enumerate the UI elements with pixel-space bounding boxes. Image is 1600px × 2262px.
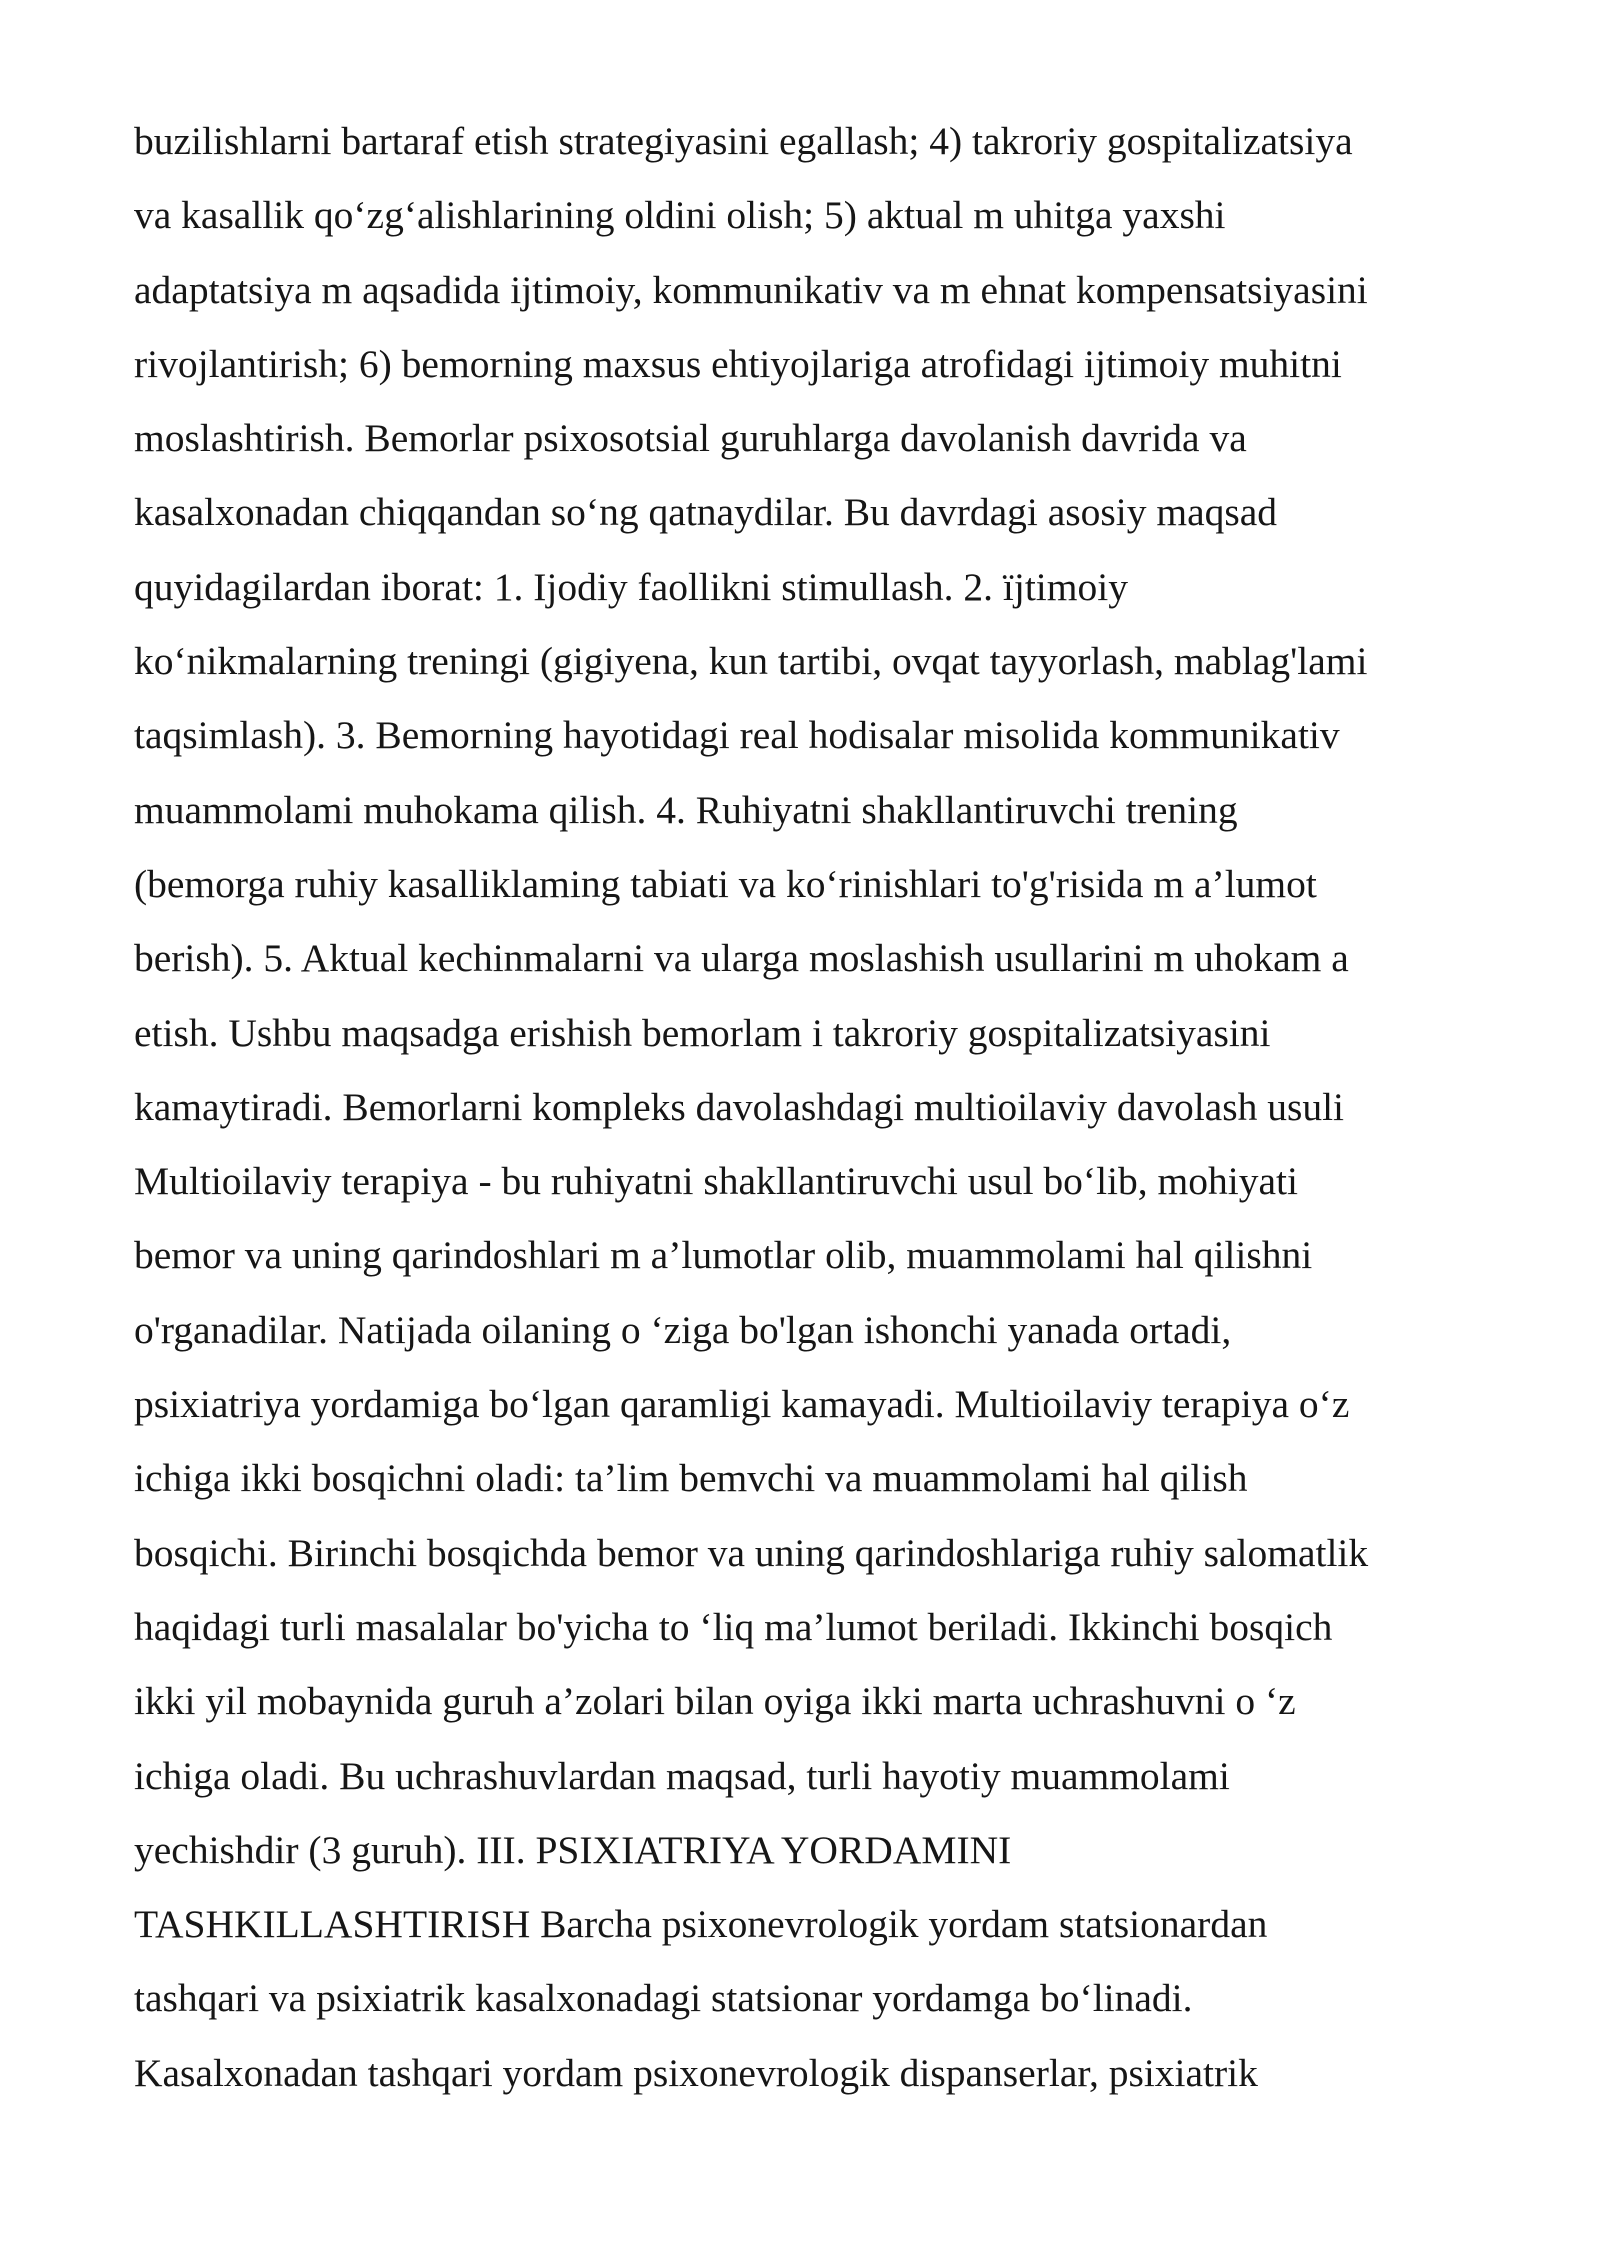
text-line: va kasallik qo‘zg‘alishlarining oldini olish; 5) aktual m uhitga yaxshi (134, 193, 1226, 238)
text-line: muammolami muhokama qilish. 4. Ruhiyatni shakllantiruvchi trening (134, 787, 1238, 832)
text-line: quyidagilardan iborat: 1. Ijodiy faollikni stimullash. 2. ïjtimoiy (134, 564, 1128, 609)
text-line: TASHKILLASHTIRISH Barcha psixonevrologik yordam statsionardan (134, 1902, 1268, 1947)
text-line: kamaytiradi. Bemorlarni kompleks davolashdagi multioilaviy davolash usuli (134, 1084, 1345, 1129)
text-line: buzilishlarni bartaraf etish strategiyasini egallash; 4) takroriy gospitalizatsiya (134, 119, 1353, 163)
text-line: ichiga oladi. Bu uchrashuvlardan maqsad, turli hayotiy muammolami (134, 1753, 1230, 1798)
text-line: ichiga ikki bosqichni oladi: ta’lim bemvchi va muammolami hal qilish (134, 1456, 1248, 1501)
text-line: (bemorga ruhiy kasalliklaming tabiati va ko‘rinishlari to'g'risida m a’lumot (134, 861, 1317, 906)
text-line: o'rganadilar. Natijada oilaning o ‘ziga bo'lgan ishonchi yanada ortadi, (134, 1307, 1232, 1352)
text-line: ikki yil mobaynida guruh a’zolari bilan oyiga ikki marta uchrashuvni o ‘z (134, 1679, 1296, 1724)
text-line: berish). 5. Aktual kechinmalarni va ularga moslashish usullarini m uhokam a (134, 936, 1349, 981)
text-line: Kasalxonadan tashqari yordam psixonevrologik dispanserlar, psixiatrik (134, 2050, 1258, 2095)
text-line: yechishdir (3 guruh). III. PSIXIATRIYA YORDAMINI (134, 1827, 1012, 1872)
text-line: etish. Ushbu maqsadga erishish bemorlam i takroriy gospitalizatsiyasini (134, 1010, 1271, 1055)
text-line: Multioilaviy terapiya - bu ruhiyatni shakllantiruvchi usul bo‘lib, mohiyati (134, 1159, 1298, 1204)
text-line: tashqari va psixiatrik kasalxonadagi statsionar yordamga bo‘linadi. (134, 1976, 1193, 2021)
text-line: haqidagi turli masalalar bo'yicha to ‘liq ma’lumot beriladi. Ikkinchi bosqich (134, 1604, 1333, 1649)
text-line: psixiatriya yordamiga bo‘lgan qaramligi kamayadi. Multioilaviy terapiya o‘z (134, 1382, 1350, 1427)
text-line: moslashtirish. Bemorlar psixosotsial guruhlarga davolanish davrida va (134, 416, 1247, 461)
text-line: bemor va uning qarindoshlari m a’lumotlar olib, muammolami hal qilishni (134, 1233, 1313, 1278)
text-line: ko‘nikmalarning treningi (gigiyena, kun tartibi, ovqat tayyorlash, mablag'lami (134, 639, 1368, 684)
text-line: rivojlantirish; 6) bemorning maxsus ehtiyojlariga atrofidagi ijtimoiy muhitni (134, 341, 1342, 386)
body-text (134, 104, 1534, 2110)
text-line: kasalxonadan chiqqandan so‘ng qatnaydilar. Bu davrdagi asosiy maqsad (134, 490, 1278, 535)
text-line: bosqichi. Birinchi bosqichda bemor va uning qarindoshlariga ruhiy salomatlik (134, 1530, 1369, 1575)
text-line: adaptatsiya m aqsadida ijtimoiy, kommunikativ va m ehnat kompensatsiyasini (134, 267, 1368, 312)
text-line: taqsimlash). 3. Bemorning hayotidagi real hodisalar misolida kommunikativ (134, 713, 1340, 758)
